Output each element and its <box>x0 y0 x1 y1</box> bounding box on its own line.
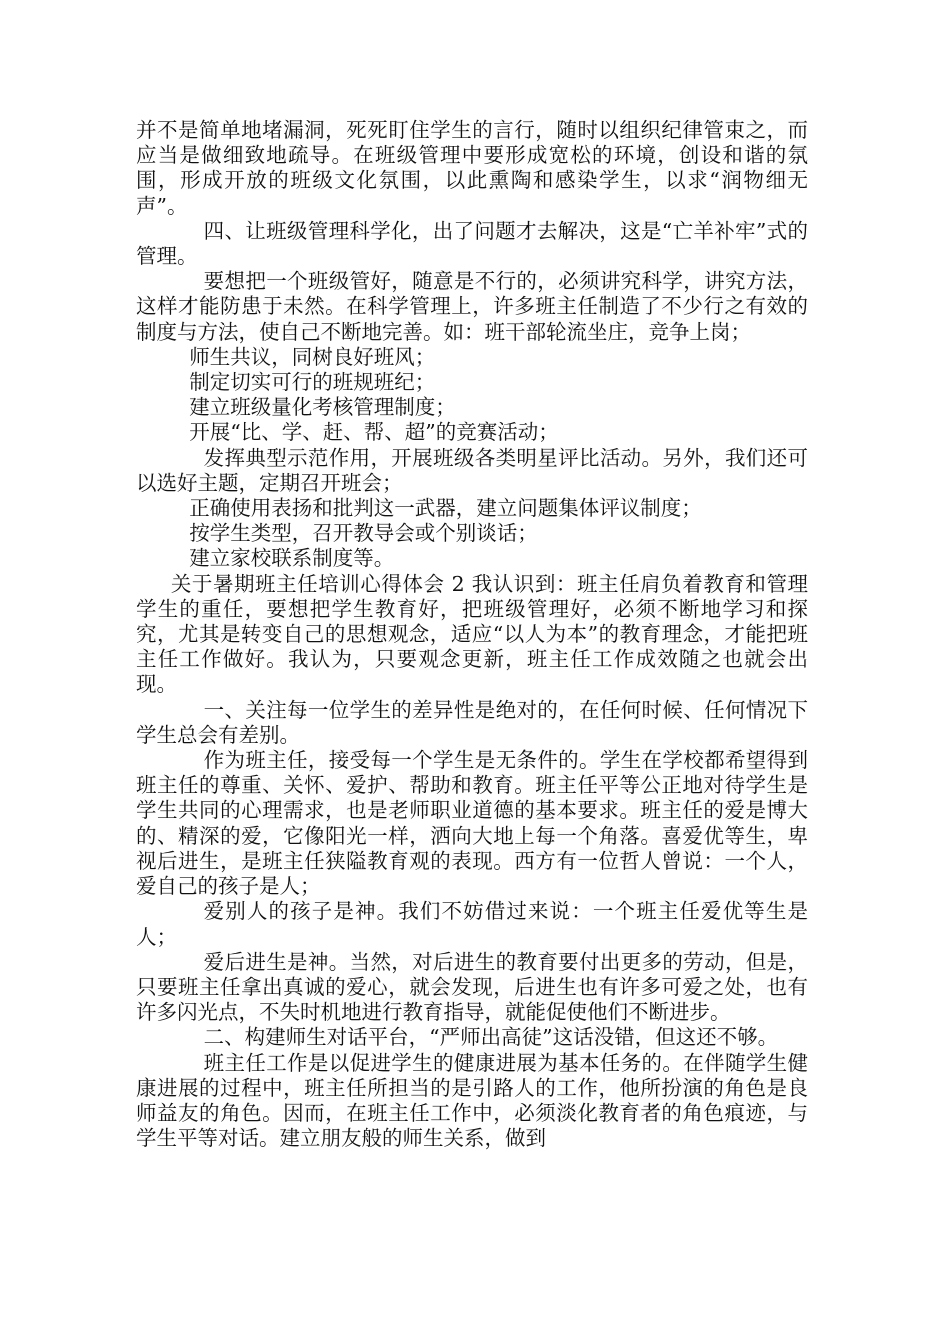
paragraph: 四、让班级管理科学化，出了问题才去解决，这是“亡羊补牢”式的管理。 <box>136 218 808 269</box>
paragraph: 发挥典型示范作用，开展班级各类明星评比活动。另外，我们还可以选好主题，定期召开班会； <box>136 445 808 495</box>
paragraph: 班主任工作是以促进学生的健康进展为基本任务的。在伴随学生健康进展的过程中，班主任所担当的是引路人的工作，他所扮演的角色是良师益友的角色。因而，在班主任工作中，必须淡化教育者的角色痕迹，与学生平等对话。建立朋友般的师生关系，做到 <box>136 1050 808 1151</box>
paragraph: 一、关注每一位学生的差异性是绝对的，在任何时候、任何情况下学生总会有差别。 <box>136 697 808 747</box>
paragraph: 爱别人的孩子是神。我们不妨借过来说：一个班主任爱优等生是人； <box>136 899 808 949</box>
paragraph: 二、构建师生对话平台，“严师出高徒”这话没错，但这还不够。 <box>203 1025 779 1050</box>
paragraph: 制定切实可行的班规班纪； <box>189 370 436 395</box>
paragraph: 作为班主任，接受每一个学生是无条件的。学生在学校都希望得到班主任的尊重、关怀、爱护、帮助和教育。班主任平等公正地对待学生是学生共同的心理需求，也是老师职业道德的基本要求。班主任的爱是博大的、精深的爱，它像阳光一样，洒向大地上每一个角落。喜爱优等生，卑视后进生，是班主任狭隘教育观的表现。西方有一位哲人曾说：一个人，爱自己的孩子是人； <box>136 748 808 899</box>
paragraph: 按学生类型，召开教导会或个别谈话； <box>189 521 538 546</box>
paragraph: 建立家校联系制度等。 <box>189 546 395 571</box>
paragraph: 师生共议，同树良好班风； <box>189 344 436 369</box>
paragraph: 正确使用表扬和批判这一武器，建立问题集体评议制度； <box>189 496 702 521</box>
paragraph: 爱后进生是神。当然，对后进生的教育要付出更多的劳动，但是，只要班主任拿出真诚的爱心，就会发现，后进生也有许多可爱之处，也有许多闪光点，不失时机地进行教育指导，就能促使他们不断进步。 <box>136 949 808 1025</box>
document-body <box>136 118 808 1151</box>
paragraph: 关于暑期班主任培训心得体会 2 我认识到：班主任肩负着教育和管理学生的重任，要想把学生教育好，把班级管理好，必须不断地学习和探究，尤其是转变自己的思想观念，适应“以人为本”的教育理念，才能把班主任工作做好。我认为，只要观念更新，班主任工作成效随之也就会出现。 <box>136 571 808 697</box>
paragraph: 开展“比、学、赶、帮、超”的竞赛活动； <box>189 420 559 445</box>
paragraph: 建立班级量化考核管理制度； <box>189 395 456 420</box>
paragraph: 要想把一个班级管好，随意是不行的，必须讲究科学，讲究方法，这样才能防患于未然。在科学管理上，许多班主任制造了不少行之有效的制度与方法，使自己不断地完善。如：班干部轮流坐庄，竞争上岗； <box>136 269 808 344</box>
paragraph: 并不是简单地堵漏洞，死死盯住学生的言行，随时以组织纪律管束之，而应当是做细致地疏导。在班级管理中要形成宽松的环境，创设和谐的氛围，形成开放的班级文化氛围，以此熏陶和感染学生，以求“润物细无声”。 <box>136 118 808 218</box>
